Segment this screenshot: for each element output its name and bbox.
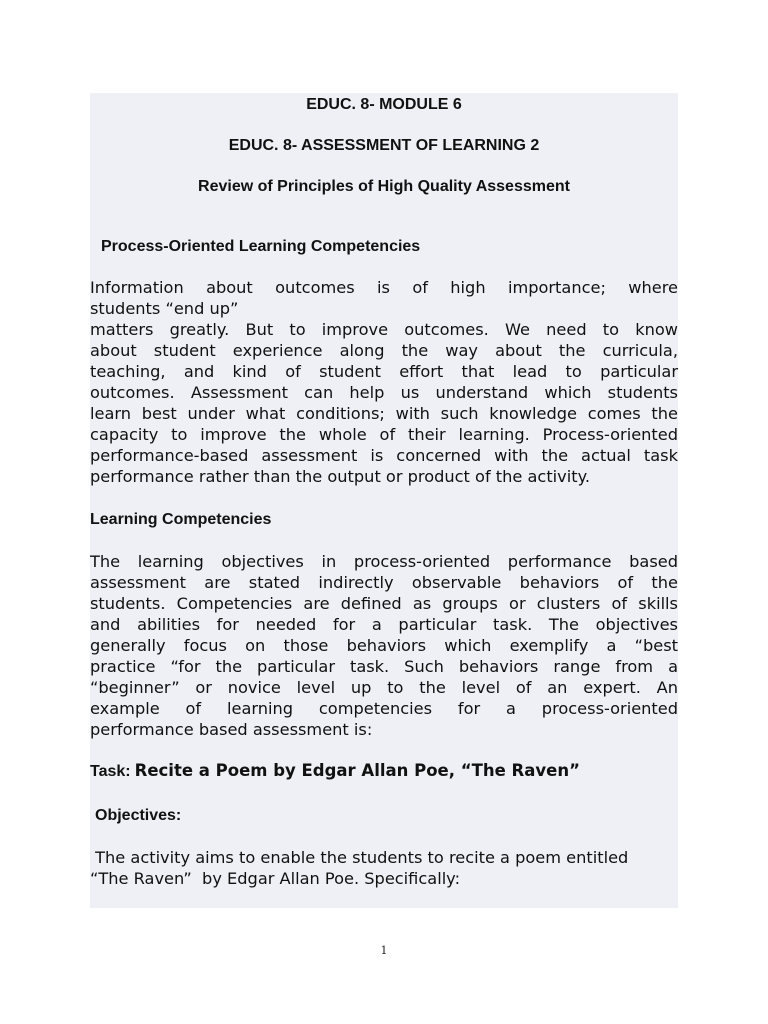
paragraph-line: students “end up”: [90, 299, 239, 318]
module-title: EDUC. 8- MODULE 6: [306, 96, 462, 113]
paragraph-line: outcomes. Assessment can help us understand which students: [90, 383, 678, 402]
paragraph-line: generally focus on those behaviors which exemplify a “best: [90, 636, 678, 655]
paragraph-line: matters greatly. But to improve outcomes. We need to know: [90, 320, 678, 339]
section-heading-learning-competencies: Learning Competencies: [90, 511, 272, 528]
lesson-title: Review of Principles of High Quality Assessment: [198, 178, 570, 195]
module-content: [90, 93, 678, 908]
section-heading-process-oriented: Process-Oriented Learning Competencies: [101, 238, 421, 255]
paragraph-line: students. Competencies are defined as groups or clusters of skills: [90, 594, 678, 613]
task-line: [90, 761, 580, 781]
paragraph-line: The activity aims to enable the students to recite a poem entitled: [90, 848, 629, 867]
task-value: Recite a Poem by Edgar Allan Poe, “The Raven”: [134, 761, 580, 780]
paragraph-line: Information about outcomes is of high importance; where: [90, 278, 678, 297]
paragraph-line: performance-based assessment is concerned with the actual task: [90, 446, 678, 465]
paragraph-line: capacity to improve the whole of their learning. Process-oriented: [90, 425, 678, 444]
paragraph-line: “The Raven” by Edgar Allan Poe. Specifically:: [90, 869, 461, 888]
course-title: EDUC. 8- ASSESSMENT OF LEARNING 2: [228, 137, 540, 154]
paragraph-line: performance rather than the output or product of the activity.: [90, 467, 591, 486]
paragraph-line: about student experience along the way about the curricula,: [90, 341, 678, 360]
paragraph-line: teaching, and kind of student effort that lead to particular: [90, 362, 678, 381]
paragraph-line: learn best under what conditions; with such knowledge comes the: [90, 404, 678, 423]
paragraph-line: performance based assessment is:: [90, 720, 373, 739]
task-label: Task:: [90, 763, 131, 780]
paragraph-line: The learning objectives in process-oriented performance based: [90, 552, 678, 571]
paragraph-line: example of learning competencies for a process-oriented: [90, 699, 678, 718]
paragraph-line: assessment are stated indirectly observable behaviors of the: [90, 573, 678, 592]
objectives-heading: Objectives:: [95, 807, 182, 824]
paragraph-line: “beginner” or novice level up to the level of an expert. An: [90, 678, 678, 697]
page-number: 1: [380, 944, 388, 957]
paragraph-line: practice “for the particular task. Such behaviors range from a: [90, 657, 678, 676]
paragraph-line: and abilities for needed for a particular task. The objectives: [90, 615, 678, 634]
